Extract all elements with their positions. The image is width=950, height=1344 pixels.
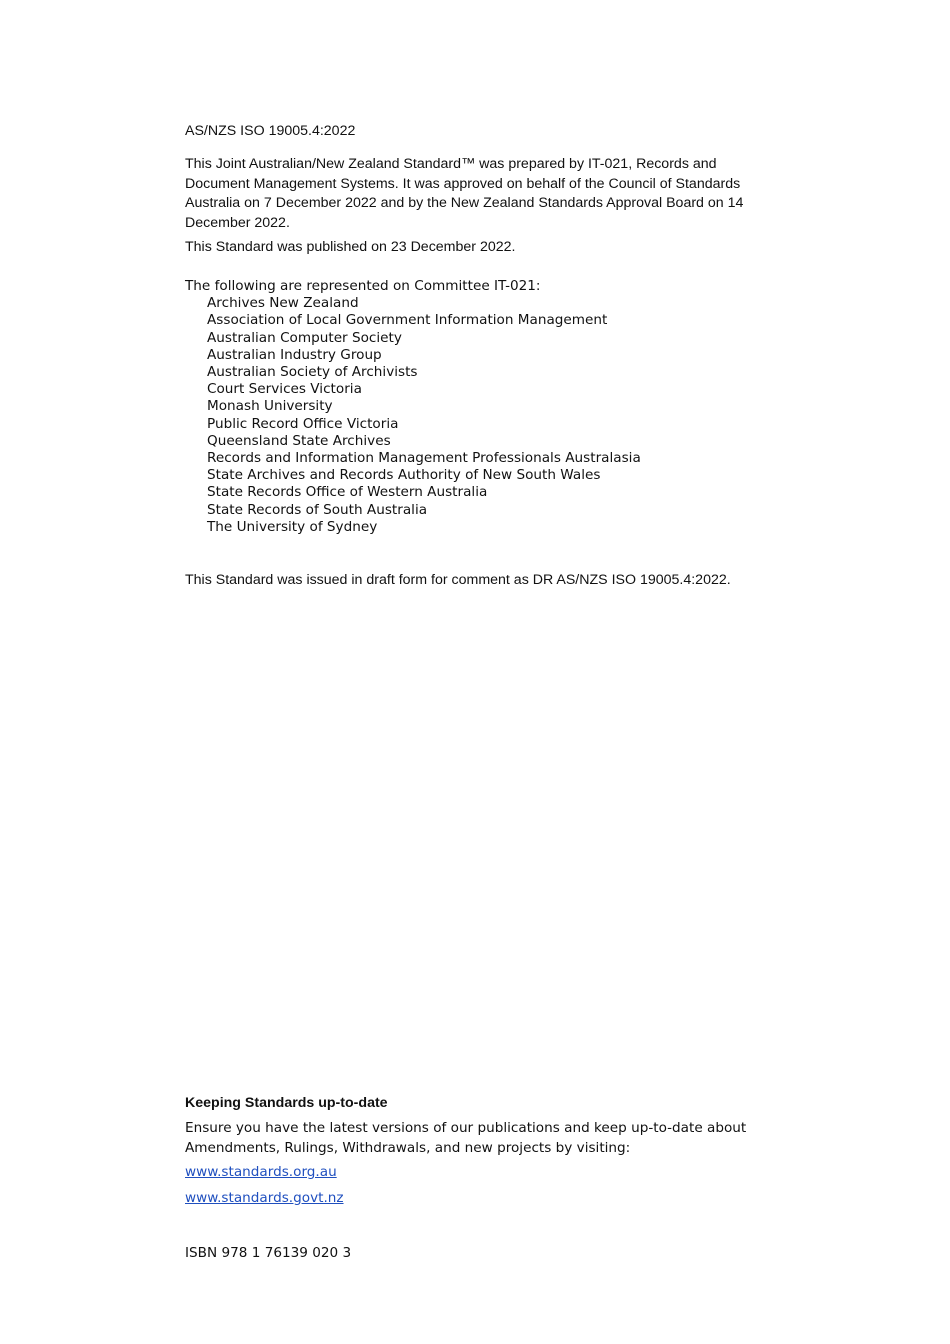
draft-note: This Standard was issued in draft form for comment as DR AS/NZS ISO 19005.4:2022. xyxy=(185,572,731,588)
committee-member: Queensland State Archives xyxy=(207,432,391,449)
committee-member: Australian Industry Group xyxy=(207,346,382,363)
committee-member: Australian Computer Society xyxy=(207,329,402,346)
committee-intro: The following are represented on Committee IT-021: xyxy=(185,278,541,294)
keeping-standards-text: Ensure you have the latest versions of our publications and keep up-to-date about Amendments, Rulings, Withdrawals, and new projects by visiting: xyxy=(185,1120,747,1156)
publication-date-statement: This Standard was published on 23 December 2022. xyxy=(185,239,516,255)
committee-section xyxy=(185,278,765,536)
committee-member: Australian Society of Archivists xyxy=(207,364,418,381)
committee-member: State Archives and Records Authority of New South Wales xyxy=(207,467,601,484)
isbn: ISBN 978 1 76139 020 3 xyxy=(185,1245,352,1261)
committee-member: State Records of South Australia xyxy=(207,501,428,518)
keeping-standards-heading: Keeping Standards up-to-date xyxy=(185,1095,388,1111)
standards-new-zealand-link[interactable]: www.standards.govt.nz xyxy=(185,1190,344,1206)
preparation-statement: This Joint Australian/New Zealand Standard™ was prepared by IT-021, Records and Document Management Systems. It was approved on behalf of the Council of Standards Australia on 7 December 2022 and by the New Zealand Standards Approval Board on 14 December 2022. xyxy=(185,156,744,231)
committee-member: State Records Office of Western Australia xyxy=(207,484,488,501)
document-code: AS/NZS ISO 19005.4:2022 xyxy=(185,123,356,139)
committee-member: Court Services Victoria xyxy=(207,381,362,398)
committee-member: Public Record Office Victoria xyxy=(207,415,399,432)
link-standards-au-wrapper xyxy=(185,1164,765,1181)
committee-member: Records and Information Management Professionals Australasia xyxy=(207,450,641,467)
committee-member: Monash University xyxy=(207,398,333,415)
committee-member: Archives New Zealand xyxy=(207,295,359,312)
link-standards-nz-wrapper xyxy=(185,1190,765,1207)
committee-member: Association of Local Government Information Management xyxy=(207,312,608,329)
committee-member-list xyxy=(185,295,765,536)
committee-member: The University of Sydney xyxy=(207,518,378,535)
standards-australia-link[interactable]: www.standards.org.au xyxy=(185,1164,337,1180)
